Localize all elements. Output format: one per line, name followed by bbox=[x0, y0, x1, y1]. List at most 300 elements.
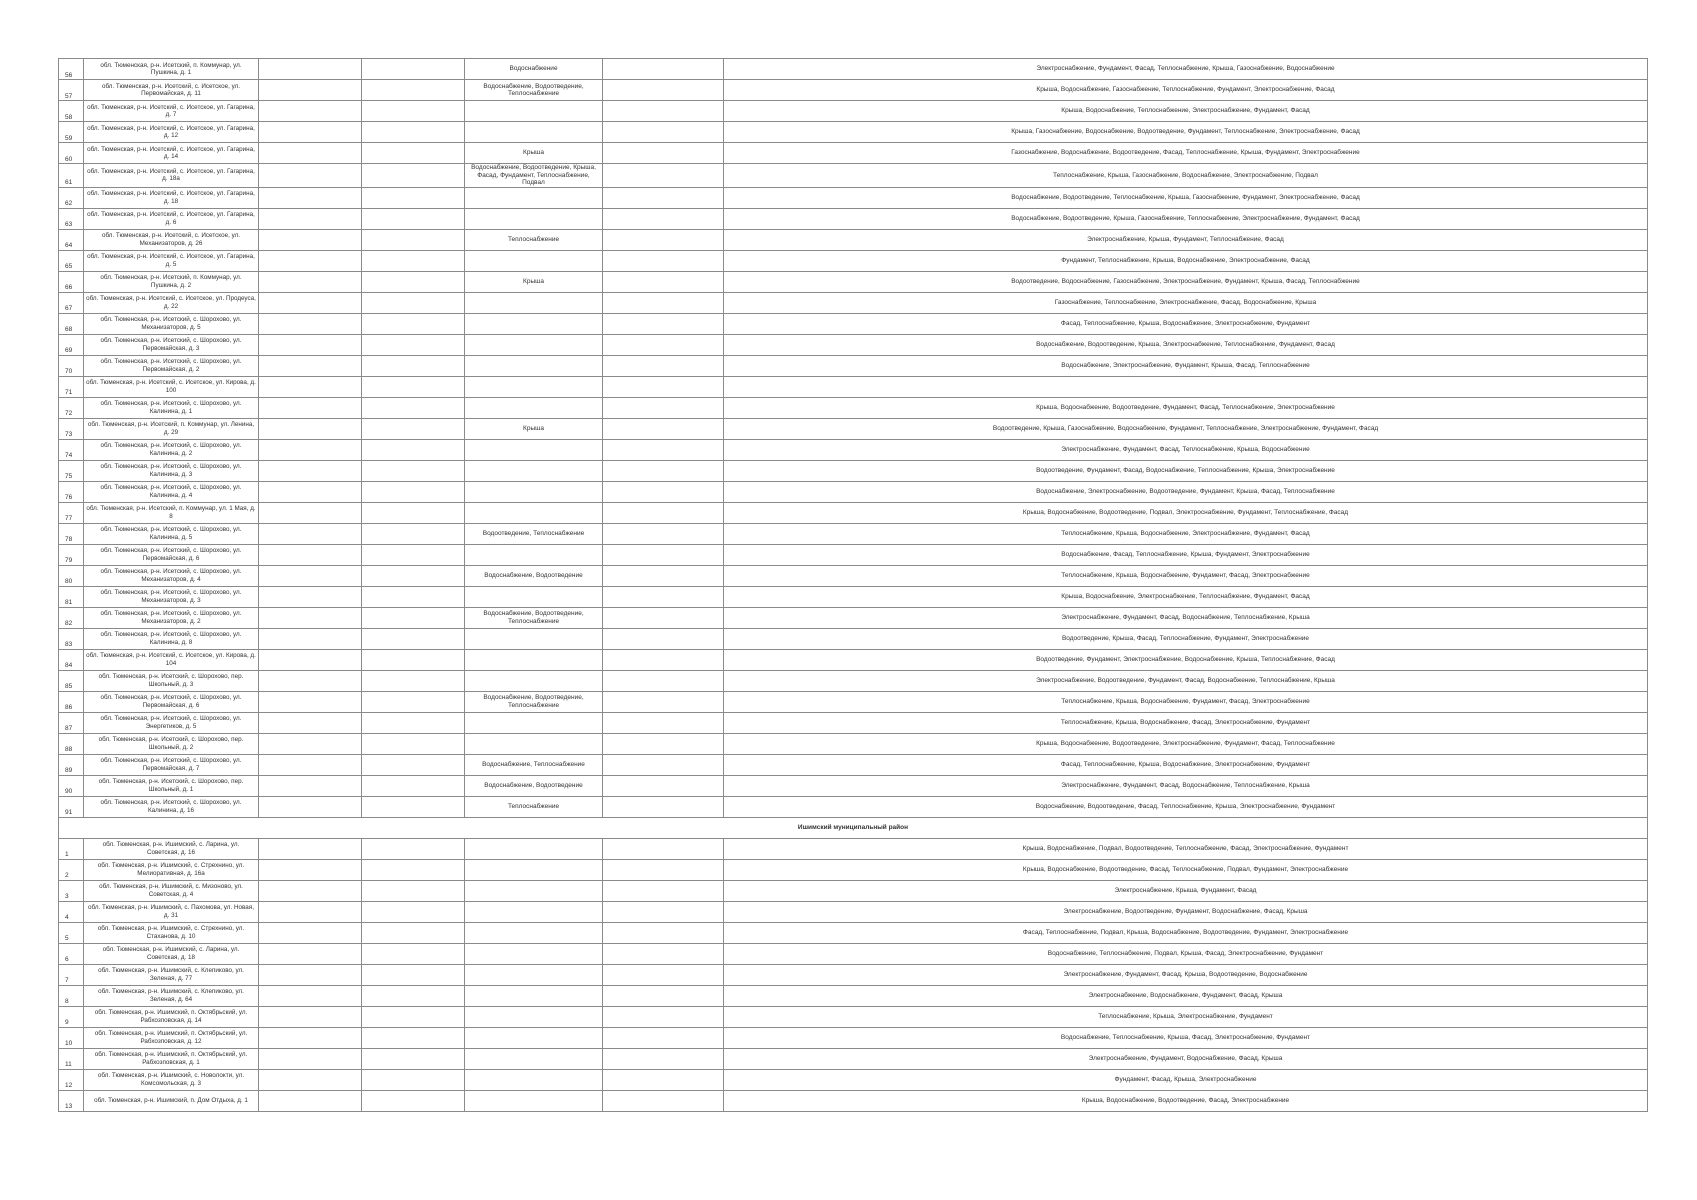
works-cell: Водоснабжение, Водоотведение, Теплоснабжение, Крыша, Газоснабжение, Фундамент, Электроснабжение, Фасад bbox=[724, 187, 1648, 208]
table-row bbox=[59, 1069, 1648, 1090]
empty-cell-4 bbox=[362, 565, 465, 586]
empty-cell-4 bbox=[362, 250, 465, 271]
table-row bbox=[59, 439, 1648, 460]
row-number: 2 bbox=[59, 859, 84, 880]
scope-cell bbox=[465, 439, 603, 460]
works-cell: Водоотведение, Водоснабжение, Газоснабжение, Электроснабжение, Фундамент, Крыша, Фасад, Теплоснабжение bbox=[724, 271, 1648, 292]
empty-cell-3 bbox=[259, 355, 362, 376]
row-number: 10 bbox=[59, 1027, 84, 1048]
scope-cell bbox=[465, 1048, 603, 1069]
row-number: 9 bbox=[59, 1006, 84, 1027]
row-number: 13 bbox=[59, 1090, 84, 1111]
scope-cell bbox=[465, 376, 603, 397]
empty-cell-6 bbox=[603, 187, 724, 208]
address-cell: обл. Тюменская, р-н. Исетский, п. Коммунар, ул. 1 Мая, д. 8 bbox=[84, 502, 259, 523]
scope-cell bbox=[465, 670, 603, 691]
empty-cell-6 bbox=[603, 880, 724, 901]
table-row bbox=[59, 733, 1648, 754]
table-row bbox=[59, 292, 1648, 313]
empty-cell-6 bbox=[603, 271, 724, 292]
empty-cell-6 bbox=[603, 208, 724, 229]
table-row bbox=[59, 859, 1648, 880]
scope-cell bbox=[465, 922, 603, 943]
empty-cell-4 bbox=[362, 376, 465, 397]
row-number: 65 bbox=[59, 250, 84, 271]
row-number: 83 bbox=[59, 628, 84, 649]
address-cell: обл. Тюменская, р-н. Исетский, с. Шорохово, ул. Механизаторов, д. 3 bbox=[84, 586, 259, 607]
scope-cell bbox=[465, 880, 603, 901]
empty-cell-3 bbox=[259, 208, 362, 229]
works-cell: Водоснабжение, Электроснабжение, Фундамент, Крыша, Фасад, Теплоснабжение bbox=[724, 355, 1648, 376]
empty-cell-3 bbox=[259, 1027, 362, 1048]
works-cell: Крыша, Водоснабжение, Водоотведение, Подвал, Электроснабжение, Фундамент, Теплоснабжение, Фасад bbox=[724, 502, 1648, 523]
empty-cell-3 bbox=[259, 1006, 362, 1027]
row-number: 87 bbox=[59, 712, 84, 733]
empty-cell-6 bbox=[603, 586, 724, 607]
empty-cell-6 bbox=[603, 1090, 724, 1111]
works-cell: Крыша, Газоснабжение, Водоснабжение, Водоотведение, Фундамент, Теплоснабжение, Электроснабжение, Фасад bbox=[724, 122, 1648, 143]
empty-cell-6 bbox=[603, 439, 724, 460]
empty-cell-6 bbox=[603, 922, 724, 943]
row-number: 80 bbox=[59, 565, 84, 586]
empty-cell-4 bbox=[362, 1090, 465, 1111]
works-cell: Электроснабжение, Фундамент, Фасад, Крыша, Водоотведение, Водоснабжение bbox=[724, 964, 1648, 985]
scope-cell bbox=[465, 1069, 603, 1090]
scope-cell: Водоснабжение, Водоотведение, Крыша, Фасад, Фундамент, Теплоснабжение, Подвал bbox=[465, 164, 603, 188]
table-body-ishimsky bbox=[59, 838, 1648, 1111]
works-cell: Электроснабжение, Водоснабжение, Фундамент, Фасад, Крыша bbox=[724, 985, 1648, 1006]
empty-cell-4 bbox=[362, 670, 465, 691]
address-cell: обл. Тюменская, р-н. Ишимский, п. Дом Отдыха, д. 1 bbox=[84, 1090, 259, 1111]
empty-cell-3 bbox=[259, 922, 362, 943]
scope-cell: Теплоснабжение bbox=[465, 796, 603, 817]
address-cell: обл. Тюменская, р-н. Исетский, с. Шорохово, ул. Первомайская, д. 3 bbox=[84, 334, 259, 355]
works-cell: Электроснабжение, Водоотведение, Фундамент, Фасад, Водоснабжение, Теплоснабжение, Крыша bbox=[724, 670, 1648, 691]
empty-cell-4 bbox=[362, 775, 465, 796]
empty-cell-6 bbox=[603, 985, 724, 1006]
table-row bbox=[59, 691, 1648, 712]
row-number: 78 bbox=[59, 523, 84, 544]
empty-cell-6 bbox=[603, 670, 724, 691]
row-number: 89 bbox=[59, 754, 84, 775]
empty-cell-3 bbox=[259, 859, 362, 880]
table-row bbox=[59, 80, 1648, 101]
address-cell: обл. Тюменская, р-н. Ишимский, с. Клепиково, ул. Зеленая, д. 77 bbox=[84, 964, 259, 985]
row-number: 7 bbox=[59, 964, 84, 985]
row-number: 75 bbox=[59, 460, 84, 481]
works-cell: Водоснабжение, Теплоснабжение, Подвал, Крыша, Фасад, Электроснабжение, Фундамент bbox=[724, 943, 1648, 964]
works-cell: Водоснабжение, Фасад, Теплоснабжение, Крыша, Фундамент, Электроснабжение bbox=[724, 544, 1648, 565]
address-cell: обл. Тюменская, р-н. Ишимский, п. Октябрьский, ул. Рабхозповская, д. 14 bbox=[84, 1006, 259, 1027]
empty-cell-3 bbox=[259, 397, 362, 418]
scope-cell bbox=[465, 397, 603, 418]
address-cell: обл. Тюменская, р-н. Исетский, с. Шорохово, ул. Энергетиков, д. 5 bbox=[84, 712, 259, 733]
empty-cell-4 bbox=[362, 1048, 465, 1069]
empty-cell-6 bbox=[603, 1027, 724, 1048]
scope-cell: Водоотведение, Теплоснабжение bbox=[465, 523, 603, 544]
scope-cell bbox=[465, 250, 603, 271]
empty-cell-4 bbox=[362, 271, 465, 292]
table-row bbox=[59, 880, 1648, 901]
address-cell: обл. Тюменская, р-н. Исетский, с. Исетское, ул. Гагарина, д. 6 bbox=[84, 208, 259, 229]
empty-cell-4 bbox=[362, 859, 465, 880]
empty-cell-3 bbox=[259, 313, 362, 334]
table-row bbox=[59, 985, 1648, 1006]
empty-cell-4 bbox=[362, 164, 465, 188]
empty-cell-4 bbox=[362, 355, 465, 376]
empty-cell-6 bbox=[603, 80, 724, 101]
scope-cell bbox=[465, 985, 603, 1006]
works-cell: Водоотведение, Фундамент, Электроснабжение, Водоснабжение, Крыша, Теплоснабжение, Фасад bbox=[724, 649, 1648, 670]
address-cell: обл. Тюменская, р-н. Исетский, с. Исетское, ул. Гагарина, д. 18 bbox=[84, 187, 259, 208]
empty-cell-3 bbox=[259, 523, 362, 544]
empty-cell-6 bbox=[603, 565, 724, 586]
row-number: 4 bbox=[59, 901, 84, 922]
table-row bbox=[59, 901, 1648, 922]
empty-cell-4 bbox=[362, 628, 465, 649]
works-cell: Теплоснабжение, Крыша, Электроснабжение, Фундамент bbox=[724, 1006, 1648, 1027]
works-cell: Крыша, Водоснабжение, Электроснабжение, Теплоснабжение, Фундамент, Фасад bbox=[724, 586, 1648, 607]
empty-cell-4 bbox=[362, 439, 465, 460]
address-cell: обл. Тюменская, р-н. Ишимский, с. Новолокти, ул. Комсомольская, д. 3 bbox=[84, 1069, 259, 1090]
empty-cell-6 bbox=[603, 334, 724, 355]
address-cell: обл. Тюменская, р-н. Ишимский, с. Стрехнино, ул. Стаханова, д. 10 bbox=[84, 922, 259, 943]
empty-cell-4 bbox=[362, 334, 465, 355]
empty-cell-6 bbox=[603, 355, 724, 376]
table-row bbox=[59, 670, 1648, 691]
scope-cell: Теплоснабжение bbox=[465, 229, 603, 250]
empty-cell-6 bbox=[603, 143, 724, 164]
empty-cell-3 bbox=[259, 80, 362, 101]
address-cell: обл. Тюменская, р-н. Исетский, с. Исетское, ул. Продеуса, д. 22 bbox=[84, 292, 259, 313]
empty-cell-3 bbox=[259, 271, 362, 292]
scope-cell bbox=[465, 208, 603, 229]
address-cell: обл. Тюменская, р-н. Исетский, п. Коммунар, ул. Пушкина, д. 1 bbox=[84, 59, 259, 80]
table-row bbox=[59, 101, 1648, 122]
empty-cell-4 bbox=[362, 481, 465, 502]
empty-cell-4 bbox=[362, 1006, 465, 1027]
works-cell: Электроснабжение, Крыша, Фундамент, Теплоснабжение, Фасад bbox=[724, 229, 1648, 250]
table-row bbox=[59, 1048, 1648, 1069]
empty-cell-3 bbox=[259, 985, 362, 1006]
address-cell: обл. Тюменская, р-н. Ишимский, с. Пахомова, ул. Новая, д. 31 bbox=[84, 901, 259, 922]
address-cell: обл. Тюменская, р-н. Исетский, с. Исетское, ул. Гагарина, д. 12 bbox=[84, 122, 259, 143]
row-number: 86 bbox=[59, 691, 84, 712]
empty-cell-4 bbox=[362, 943, 465, 964]
empty-cell-6 bbox=[603, 229, 724, 250]
empty-cell-6 bbox=[603, 397, 724, 418]
address-cell: обл. Тюменская, р-н. Исетский, с. Шорохово, ул. Калинина, д. 2 bbox=[84, 439, 259, 460]
empty-cell-3 bbox=[259, 880, 362, 901]
empty-cell-3 bbox=[259, 1090, 362, 1111]
empty-cell-3 bbox=[259, 775, 362, 796]
address-cell: обл. Тюменская, р-н. Исетский, с. Шорохово, ул. Первомайская, д. 6 bbox=[84, 544, 259, 565]
table-row bbox=[59, 922, 1648, 943]
table-row bbox=[59, 164, 1648, 188]
empty-cell-4 bbox=[362, 418, 465, 439]
empty-cell-3 bbox=[259, 544, 362, 565]
table-row bbox=[59, 502, 1648, 523]
address-cell: обл. Тюменская, р-н. Исетский, с. Исетское, ул. Гагарина, д. 5 bbox=[84, 250, 259, 271]
address-cell: обл. Тюменская, р-н. Ишимский, с. Клепиково, ул. Зеленая, д. 64 bbox=[84, 985, 259, 1006]
row-number: 59 bbox=[59, 122, 84, 143]
table-row bbox=[59, 418, 1648, 439]
works-cell: Электроснабжение, Фундамент, Фасад, Теплоснабжение, Крыша, Водоснабжение bbox=[724, 439, 1648, 460]
row-number: 67 bbox=[59, 292, 84, 313]
empty-cell-4 bbox=[362, 964, 465, 985]
works-cell: Крыша, Водоснабжение, Водоотведение, Фасад, Электроснабжение bbox=[724, 1090, 1648, 1111]
row-number: 8 bbox=[59, 985, 84, 1006]
table-row bbox=[59, 229, 1648, 250]
address-cell: обл. Тюменская, р-н. Исетский, с. Исетское, ул. Кирова, д. 100 bbox=[84, 376, 259, 397]
empty-cell-6 bbox=[603, 754, 724, 775]
empty-cell-3 bbox=[259, 164, 362, 188]
empty-cell-3 bbox=[259, 607, 362, 628]
address-cell: обл. Тюменская, р-н. Исетский, с. Шорохово, пер. Школьный, д. 1 bbox=[84, 775, 259, 796]
table-row bbox=[59, 122, 1648, 143]
empty-cell-4 bbox=[362, 1069, 465, 1090]
scope-cell: Крыша bbox=[465, 418, 603, 439]
table-row bbox=[59, 964, 1648, 985]
works-cell: Фасад, Теплоснабжение, Подвал, Крыша, Водоснабжение, Водоотведение, Фундамент, Электроснабжение bbox=[724, 922, 1648, 943]
scope-cell bbox=[465, 187, 603, 208]
address-cell: обл. Тюменская, р-н. Исетский, с. Шорохово, ул. Калинина, д. 3 bbox=[84, 460, 259, 481]
row-number: 61 bbox=[59, 164, 84, 188]
scope-cell: Водоснабжение, Водоотведение bbox=[465, 565, 603, 586]
works-cell: Электроснабжение, Крыша, Фундамент, Фасад bbox=[724, 880, 1648, 901]
empty-cell-6 bbox=[603, 1048, 724, 1069]
empty-cell-6 bbox=[603, 607, 724, 628]
row-number: 12 bbox=[59, 1069, 84, 1090]
address-cell: обл. Тюменская, р-н. Исетский, с. Шорохово, ул. Калинина, д. 1 bbox=[84, 397, 259, 418]
empty-cell-4 bbox=[362, 229, 465, 250]
scope-cell: Водоснабжение, Водоотведение, Теплоснабжение bbox=[465, 607, 603, 628]
empty-cell-4 bbox=[362, 691, 465, 712]
address-cell: обл. Тюменская, р-н. Исетский, с. Исетское, ул. Первомайская, д. 11 bbox=[84, 80, 259, 101]
table-row bbox=[59, 523, 1648, 544]
scope-cell bbox=[465, 502, 603, 523]
table-row bbox=[59, 649, 1648, 670]
empty-cell-3 bbox=[259, 101, 362, 122]
empty-cell-6 bbox=[603, 838, 724, 859]
empty-cell-3 bbox=[259, 187, 362, 208]
row-number: 3 bbox=[59, 880, 84, 901]
empty-cell-4 bbox=[362, 754, 465, 775]
empty-cell-4 bbox=[362, 122, 465, 143]
works-cell: Фасад, Теплоснабжение, Крыша, Водоснабжение, Электроснабжение, Фундамент bbox=[724, 313, 1648, 334]
empty-cell-6 bbox=[603, 544, 724, 565]
works-cell: Теплоснабжение, Крыша, Водоснабжение, Фасад, Электроснабжение, Фундамент bbox=[724, 712, 1648, 733]
row-number: 91 bbox=[59, 796, 84, 817]
empty-cell-4 bbox=[362, 397, 465, 418]
empty-cell-4 bbox=[362, 880, 465, 901]
works-cell: Газоснабжение, Водоснабжение, Водоотведение, Фасад, Теплоснабжение, Крыша, Фундамент, Электроснабжение bbox=[724, 143, 1648, 164]
empty-cell-3 bbox=[259, 229, 362, 250]
empty-cell-6 bbox=[603, 901, 724, 922]
empty-cell-4 bbox=[362, 59, 465, 80]
table-row bbox=[59, 313, 1648, 334]
row-number: 6 bbox=[59, 943, 84, 964]
empty-cell-6 bbox=[603, 122, 724, 143]
empty-cell-6 bbox=[603, 502, 724, 523]
row-number: 11 bbox=[59, 1048, 84, 1069]
scope-cell: Крыша bbox=[465, 271, 603, 292]
empty-cell-4 bbox=[362, 80, 465, 101]
empty-cell-6 bbox=[603, 523, 724, 544]
empty-cell-6 bbox=[603, 796, 724, 817]
empty-cell-4 bbox=[362, 143, 465, 164]
empty-cell-3 bbox=[259, 1069, 362, 1090]
empty-cell-3 bbox=[259, 649, 362, 670]
scope-cell bbox=[465, 334, 603, 355]
empty-cell-6 bbox=[603, 1006, 724, 1027]
scope-cell bbox=[465, 355, 603, 376]
works-cell: Электроснабжение, Фундамент, Фасад, Теплоснабжение, Крыша, Газоснабжение, Водоснабжение bbox=[724, 59, 1648, 80]
scope-cell bbox=[465, 101, 603, 122]
table-row bbox=[59, 355, 1648, 376]
address-cell: обл. Тюменская, р-н. Исетский, с. Шорохово, ул. Механизаторов, д. 5 bbox=[84, 313, 259, 334]
works-cell: Крыша, Водоснабжение, Водоотведение, Электроснабжение, Фундамент, Фасад, Теплоснабжение bbox=[724, 733, 1648, 754]
empty-cell-4 bbox=[362, 460, 465, 481]
address-cell: обл. Тюменская, р-н. Исетский, с. Шорохово, пер. Школьный, д. 3 bbox=[84, 670, 259, 691]
scope-cell bbox=[465, 292, 603, 313]
empty-cell-6 bbox=[603, 964, 724, 985]
table-row bbox=[59, 565, 1648, 586]
empty-cell-3 bbox=[259, 964, 362, 985]
empty-cell-3 bbox=[259, 691, 362, 712]
empty-cell-4 bbox=[362, 901, 465, 922]
works-cell: Водоотведение, Крыша, Газоснабжение, Водоснабжение, Фундамент, Теплоснабжение, Электроснабжение, Фундамент, Фасад bbox=[724, 418, 1648, 439]
scope-cell: Водоснабжение, Водоотведение, Теплоснабжение bbox=[465, 691, 603, 712]
scope-cell: Крыша bbox=[465, 143, 603, 164]
row-number: 79 bbox=[59, 544, 84, 565]
section-header-row bbox=[59, 817, 1648, 838]
scope-cell bbox=[465, 1090, 603, 1111]
empty-cell-3 bbox=[259, 59, 362, 80]
empty-cell-6 bbox=[603, 460, 724, 481]
address-cell: обл. Тюменская, р-н. Ишимский, с. Мизоново, ул. Советская, д. 4 bbox=[84, 880, 259, 901]
table-row bbox=[59, 607, 1648, 628]
table-row bbox=[59, 544, 1648, 565]
scope-cell bbox=[465, 859, 603, 880]
row-number: 81 bbox=[59, 586, 84, 607]
works-cell: Фундамент, Фасад, Крыша, Электроснабжение bbox=[724, 1069, 1648, 1090]
empty-cell-3 bbox=[259, 292, 362, 313]
empty-cell-3 bbox=[259, 733, 362, 754]
empty-cell-3 bbox=[259, 481, 362, 502]
row-number: 66 bbox=[59, 271, 84, 292]
table-row bbox=[59, 208, 1648, 229]
empty-cell-3 bbox=[259, 122, 362, 143]
empty-cell-3 bbox=[259, 712, 362, 733]
empty-cell-3 bbox=[259, 418, 362, 439]
address-cell: обл. Тюменская, р-н. Исетский, с. Шорохово, ул. Первомайская, д. 2 bbox=[84, 355, 259, 376]
address-cell: обл. Тюменская, р-н. Исетский, с. Шорохово, ул. Калинина, д. 4 bbox=[84, 481, 259, 502]
empty-cell-6 bbox=[603, 292, 724, 313]
row-number: 5 bbox=[59, 922, 84, 943]
address-cell: обл. Тюменская, р-н. Исетский, с. Шорохово, пер. Школьный, д. 2 bbox=[84, 733, 259, 754]
empty-cell-4 bbox=[362, 523, 465, 544]
empty-cell-6 bbox=[603, 418, 724, 439]
row-number: 74 bbox=[59, 439, 84, 460]
works-cell: Теплоснабжение, Крыша, Водоснабжение, Электроснабжение, Фундамент, Фасад bbox=[724, 523, 1648, 544]
scope-cell: Водоснабжение bbox=[465, 59, 603, 80]
address-cell: обл. Тюменская, р-н. Исетский, с. Шорохово, ул. Механизаторов, д. 4 bbox=[84, 565, 259, 586]
table-row bbox=[59, 796, 1648, 817]
row-number: 85 bbox=[59, 670, 84, 691]
row-number: 60 bbox=[59, 143, 84, 164]
address-cell: обл. Тюменская, р-н. Ишимский, п. Октябрьский, ул. Рабхозповская, д. 12 bbox=[84, 1027, 259, 1048]
empty-cell-4 bbox=[362, 586, 465, 607]
scope-cell bbox=[465, 122, 603, 143]
works-cell: Теплоснабжение, Крыша, Водоснабжение, Фундамент, Фасад, Электроснабжение bbox=[724, 691, 1648, 712]
works-cell: Крыша, Водоснабжение, Водоотведение, Фасад, Теплоснабжение, Подвал, Фундамент, Электроснабжение bbox=[724, 859, 1648, 880]
works-cell: Электроснабжение, Фундамент, Водоснабжение, Фасад, Крыша bbox=[724, 1048, 1648, 1069]
empty-cell-6 bbox=[603, 101, 724, 122]
empty-cell-6 bbox=[603, 481, 724, 502]
address-cell: обл. Тюменская, р-н. Исетский, с. Исетское, ул. Гагарина, д. 7 bbox=[84, 101, 259, 122]
address-cell: обл. Тюменская, р-н. Исетский, с. Шорохово, ул. Первомайская, д. 6 bbox=[84, 691, 259, 712]
table-row bbox=[59, 628, 1648, 649]
empty-cell-6 bbox=[603, 943, 724, 964]
row-number: 70 bbox=[59, 355, 84, 376]
empty-cell-6 bbox=[603, 691, 724, 712]
address-cell: обл. Тюменская, р-н. Ишимский, п. Октябрьский, ул. Рабхозповская, д. 1 bbox=[84, 1048, 259, 1069]
scope-cell bbox=[465, 649, 603, 670]
scope-cell: Водоснабжение, Теплоснабжение bbox=[465, 754, 603, 775]
table-row bbox=[59, 376, 1648, 397]
address-cell: обл. Тюменская, р-н. Ишимский, с. Ларина, ул. Советская, д. 18 bbox=[84, 943, 259, 964]
empty-cell-6 bbox=[603, 775, 724, 796]
works-cell: Водоснабжение, Электроснабжение, Водоотведение, Фундамент, Крыша, Фасад, Теплоснабжение bbox=[724, 481, 1648, 502]
table-row bbox=[59, 460, 1648, 481]
table-body-isetsky bbox=[59, 59, 1648, 818]
address-cell: обл. Тюменская, р-н. Исетский, с. Исетское, ул. Кирова, д. 104 bbox=[84, 649, 259, 670]
table-row bbox=[59, 712, 1648, 733]
empty-cell-4 bbox=[362, 607, 465, 628]
scope-cell bbox=[465, 712, 603, 733]
address-cell: обл. Тюменская, р-н. Исетский, с. Исетское, ул. Гагарина, д. 18а bbox=[84, 164, 259, 188]
row-number: 58 bbox=[59, 101, 84, 122]
works-cell bbox=[724, 376, 1648, 397]
works-cell: Водоснабжение, Водоотведение, Крыша, Электроснабжение, Теплоснабжение, Фундамент, Фасад bbox=[724, 334, 1648, 355]
address-cell: обл. Тюменская, р-н. Исетский, с. Шорохово, ул. Механизаторов, д. 2 bbox=[84, 607, 259, 628]
row-number: 82 bbox=[59, 607, 84, 628]
row-number: 69 bbox=[59, 334, 84, 355]
empty-cell-3 bbox=[259, 250, 362, 271]
address-cell: обл. Тюменская, р-н. Исетский, с. Шорохово, ул. Калинина, д. 8 bbox=[84, 628, 259, 649]
empty-cell-4 bbox=[362, 733, 465, 754]
empty-cell-6 bbox=[603, 712, 724, 733]
address-cell: обл. Тюменская, р-н. Исетский, с. Шорохово, ул. Калинина, д. 5 bbox=[84, 523, 259, 544]
row-number: 57 bbox=[59, 80, 84, 101]
row-number: 72 bbox=[59, 397, 84, 418]
empty-cell-4 bbox=[362, 985, 465, 1006]
row-number: 63 bbox=[59, 208, 84, 229]
scope-cell bbox=[465, 964, 603, 985]
address-cell: обл. Тюменская, р-н. Ишимский, с. Ларина, ул. Советская, д. 16 bbox=[84, 838, 259, 859]
empty-cell-6 bbox=[603, 649, 724, 670]
empty-cell-3 bbox=[259, 439, 362, 460]
empty-cell-6 bbox=[603, 859, 724, 880]
table-row bbox=[59, 1006, 1648, 1027]
table-body-section bbox=[59, 817, 1648, 838]
scope-cell bbox=[465, 943, 603, 964]
empty-cell-3 bbox=[259, 901, 362, 922]
scope-cell bbox=[465, 1006, 603, 1027]
table-row bbox=[59, 943, 1648, 964]
empty-cell-3 bbox=[259, 838, 362, 859]
